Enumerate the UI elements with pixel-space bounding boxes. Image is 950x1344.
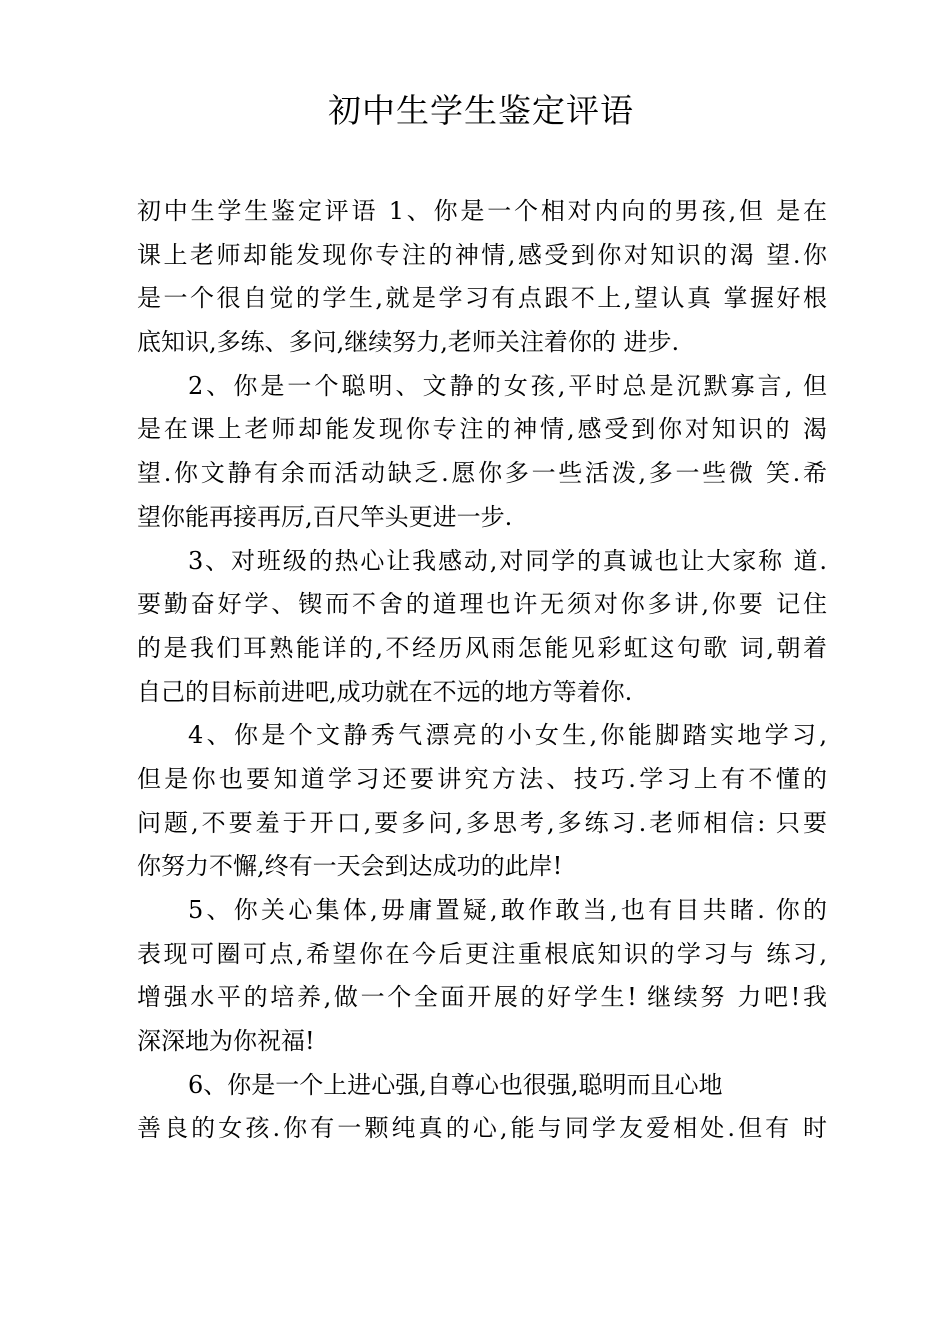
text-line: 4、你是个文静秀气漂亮的小女生,你能脚踏实地学习, xyxy=(188,721,827,750)
text-line: 增强水平的培养,做一个全面开展的好学生! 继续努 力吧!我 xyxy=(137,983,827,1012)
document-body xyxy=(137,190,827,1151)
text-line: 课上老师却能发现你专注的神情,感受到你对知识的渴 望.你 xyxy=(137,240,827,269)
text-line: 望你能再接再厉,百尺竿头更进一步. xyxy=(137,502,513,531)
text-line: 望.你文静有余而活动缺乏.愿你多一些活泼,多一些微 笑.希 xyxy=(137,459,827,488)
text-line: 表现可圈可点,希望你在今后更注重根底知识的学习与 练习, xyxy=(137,939,827,968)
text-line: 要勤奋好学、锲而不舍的道理也许无须对你多讲,你要 记住 xyxy=(137,590,827,619)
text-line: 是一个很自觉的学生,就是学习有点跟不上,望认真 掌握好根 xyxy=(137,284,827,313)
text-line: 底知识,多练、多问,继续努力,老师关注着你的 进步. xyxy=(137,328,680,357)
text-line: 自己的目标前进吧,成功就在不远的地方等着你. xyxy=(137,677,633,706)
document-title: 初中生学生鉴定评语 xyxy=(328,91,634,130)
text-line: 深深地为你祝福! xyxy=(137,1027,315,1056)
text-line: 2、你是一个聪明、文静的女孩,平时总是沉默寡言, 但 xyxy=(188,371,827,400)
text-line: 问题,不要羞于开口,要多问,多思考,多练习.老师相信: 只要 xyxy=(137,808,827,837)
text-line: 善良的女孩.你有一颗纯真的心,能与同学友爱相处.但有 时 xyxy=(137,1114,827,1143)
text-line: 你努力不懈,终有一天会到达成功的此岸! xyxy=(137,852,563,881)
text-line: 初中生学生鉴定评语 1、你是一个相对内向的男孩,但 是在 xyxy=(137,197,827,225)
text-line: 6、你是一个上进心强,自尊心也很强,聪明而且心地 xyxy=(188,1070,723,1099)
text-line: 是在课上老师却能发现你专注的神情,感受到你对知识的 渴 xyxy=(137,415,827,444)
text-line: 但是你也要知道学习还要讲究方法、技巧.学习上有不懂的 xyxy=(137,764,827,793)
text-line: 5、你关心集体,毋庸置疑,敢作敢当,也有目共睹. 你的 xyxy=(188,896,827,924)
text-line: 的是我们耳熟能详的,不经历风雨怎能见彩虹这句歌 词,朝着 xyxy=(137,633,827,662)
text-line: 3、对班级的热心让我感动,对同学的真诚也让大家称 道. xyxy=(188,546,827,575)
